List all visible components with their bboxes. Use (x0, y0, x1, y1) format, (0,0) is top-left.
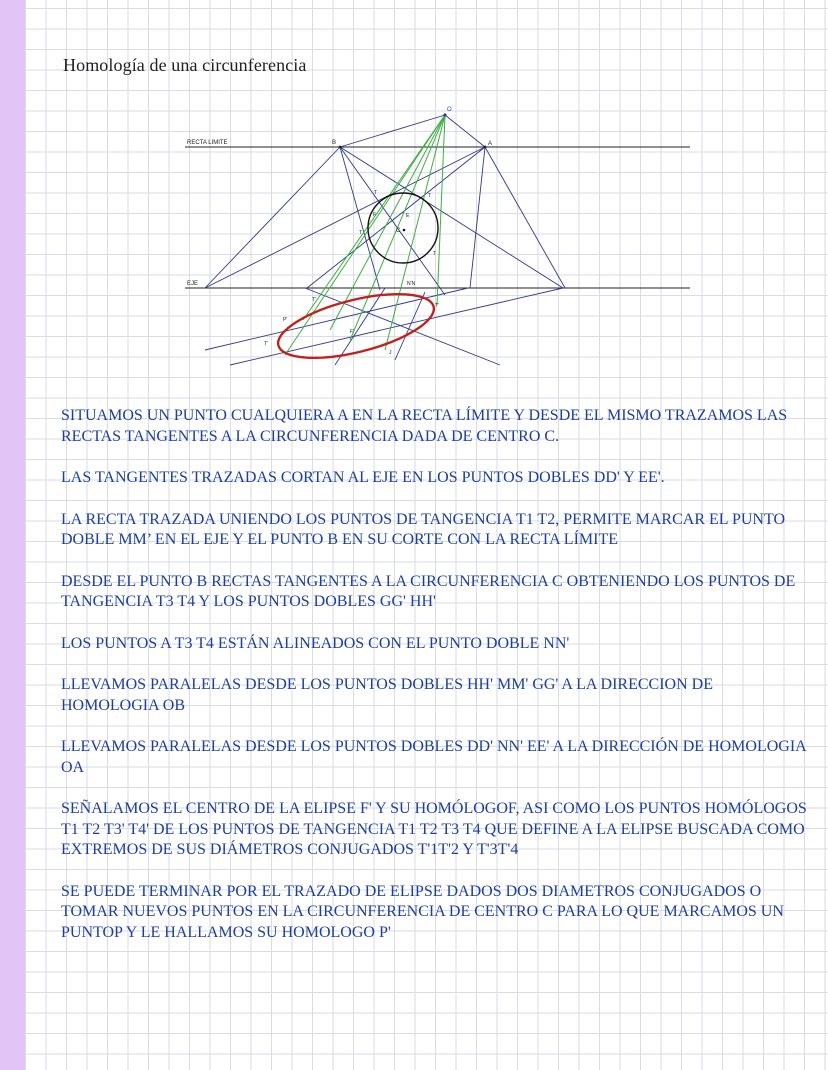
label-f: F (373, 212, 377, 218)
eje-label: EJE (187, 281, 199, 287)
homology-diagram (175, 100, 695, 375)
note-paragraph: LA RECTA TRAZADA UNIENDO LOS PUNTOS DE TANGENCIA T1 T2, PERMITE MARCAR EL PUNTO DOBLE MM’ EN EL EJE Y EL PUNTO B EN SU CORTE CON LA RECTA LÍMITE (61, 510, 785, 548)
label-t4: T (359, 230, 363, 236)
label-p-prime: P' (283, 317, 288, 323)
note-paragraph: SEÑALAMOS EL CENTRO DE LA ELIPSE F' Y SU HOMÓLOGOF, ASI COMO LOS PUNTOS HOMÓLOGOS T1 T2 T3' T4' DE LOS PUNTOS DE TANGENCIA T1 T2 T3 T4 QUE DEFINE A LA ELIPSE BUSCADA COMO EXTREMOS DE SUS DIÁMETROS CONJUGADOS T'1T'2 Y T'3T'4 (61, 800, 807, 858)
page-title: Homología de una circunferencia (63, 55, 307, 75)
label-t2-prime: T' (435, 303, 440, 309)
label-t3-prime: T' (264, 341, 269, 347)
label-a: A (488, 141, 493, 147)
point-o-marker (443, 113, 446, 116)
circle-centre-dot (403, 229, 406, 232)
note-paragraph: DESDE EL PUNTO B RECTAS TANGENTES A LA CIRCUNFERENCIA C OBTENIENDO LOS PUNTOS DE TANGENCIA T3 T4 Y LOS PUNTOS DOBLES GG' HH' (61, 572, 796, 610)
label-b: B (332, 140, 337, 146)
label-f-prime: F' (350, 329, 355, 335)
given-circle (368, 193, 438, 263)
label-t2: T (433, 251, 437, 257)
note-paragraph: SE PUEDE TERMINAR POR EL TRAZADO DE ELIPSE DADOS DOS DIAMETROS CONJUGADOS O TOMAR NUEVOS PUNTOS EN LA CIRCUNFERENCIA DE CENTRO C PARA LO QUE MARCAMOS UN PUNTOP Y LE HALLAMOS SU HOMOLOGO P' (61, 882, 784, 941)
note-paragraph: LLEVAMOS PARALELAS DESDE LOS PUNTOS DOBLES HH' MM' GG' A LA DIRECCION DE HOMOLOGIA OB (61, 676, 713, 714)
point-a-marker (484, 146, 487, 149)
note-paragraph: LOS PUNTOS A T3 T4 ESTÁN ALINEADOS CON EL PUNTO DOBLE NN' (61, 634, 570, 652)
recta-limite-label: RECTA LIMITE (187, 140, 228, 146)
label-c: C (396, 228, 401, 234)
construction-lines (205, 115, 565, 365)
label-t1-prime: T' (312, 297, 317, 303)
label-o: O (447, 107, 452, 113)
note-paragraph: LLEVAMOS PARALELAS DESDE LOS PUNTOS DOBLES DD' NN' EE' A LA DIRECCIÓN DE HOMOLOGIA OA (61, 738, 806, 776)
explanation-notes (61, 406, 813, 964)
label-n: N'N (407, 281, 416, 287)
point-b-marker (339, 146, 342, 149)
label-j: J (389, 350, 392, 356)
label-t1: T (428, 193, 432, 199)
note-paragraph: LAS TANGENTES TRAZADAS CORTAN AL EJE EN LOS PUNTOS DOBLES DD' Y EE'. (61, 469, 665, 486)
notebook-margin-strip (0, 0, 25, 1070)
label-t3: T (374, 190, 378, 196)
note-paragraph: SITUAMOS UN PUNTO CUALQUIERA A EN LA RECTA LÍMITE Y DESDE EL MISMO TRAZAMOS LAS RECTAS TANGENTES A LA CIRCUNFERENCIA DADA DE CENTRO C. (61, 407, 788, 445)
label-e: E (406, 213, 410, 219)
